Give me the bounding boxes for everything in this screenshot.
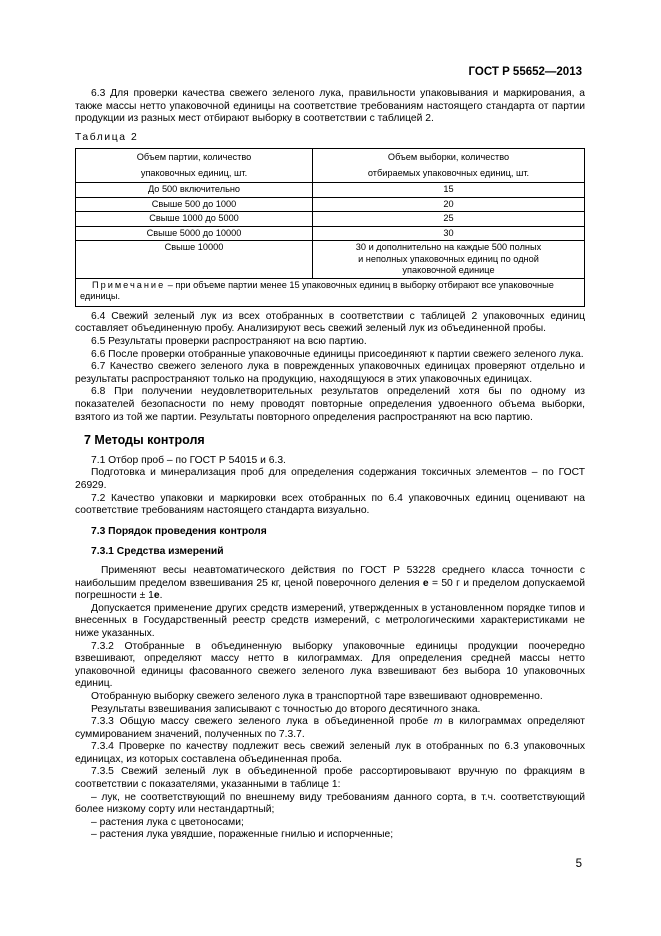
table-cell-lot: Свыше 1000 до 5000 [76,212,313,227]
table-cell-sample: 30 [313,226,585,241]
table-note [76,278,585,306]
table-header-sample [313,149,585,183]
paragraph-6-5: 6.5 Результаты проверки распространяют на всю партию. [91,336,367,348]
table-note-row [76,278,585,306]
table-header-sample-line2: отбираемых упаковочных единиц, шт. [367,167,530,178]
table-note-text: – при объеме партии менее 15 упаковочных единиц в выборку отбирают все упаковочные единицы. [80,279,554,302]
paragraph-7-3-2-results: Результаты взвешивания записывают с точностью до второго десятичного знака. [91,703,481,715]
paragraph-6-8: 6.8 При получении неудовлетворительных результатов определений хотя бы по одному из показателей безопасности по нему проводят повторные определения удвоенного объема выборки, взятого из той же партии. Результаты повторного определения распространяют на всю партию. [75,386,585,423]
document-body [75,88,585,842]
table-cell-lot: Свыше 5000 до 10000 [76,226,313,241]
text-span: в килограммах определяют суммированием значений, полученных по 7.3.7. [75,716,586,740]
paragraph-7-3-2: 7.3.2 Отобранные в объединенную выборку упаковочные единицы продукции поочередно взвешивают, определяют массу нетто в килограммах. Для определения средней массы нетто упаковочной единицы фасованного свежего зеленого лука взвешивают без выбора 10 упаковочных единиц. [75,640,585,690]
list-item: – лук, не соответствующий по внешнему виду требованиям данного сорта, в т.ч. соответствующий более низкому сорту или нестандартный; [75,791,585,816]
table-row [76,226,585,241]
table-header-lot-line1: Объем партии, количество [136,152,252,163]
table-cell-sample: 25 [313,212,585,227]
subsection-7-3-title: 7.3 Порядок проведения контроля [91,525,267,537]
text-span: . [159,590,163,602]
table-note-label: Примечание [92,279,166,290]
table-caption: Таблица 2 [75,131,139,143]
table-row [76,197,585,212]
paragraph-7-3-1-scales [75,565,585,603]
table-header-lot-line2: упаковочных единиц, шт. [140,167,248,178]
table-cell-sample: 15 [313,183,585,198]
paragraph-6-7: 6.7 Качество свежего зеленого лука в поврежденных упаковочных единицах проверяют отдельно и результаты распространяют только на продукцию, находящуюся в этих упаковочных единицах. [75,361,585,385]
paragraph-7-3-4: 7.3.4 Проверке по качеству подлежит весь свежий зеленый лук в отобранных по 6.3 упаковочных единицах, из которых составлена объединенная проба. [75,741,585,765]
document-header: ГОСТ Р 55652—2013 [468,66,582,78]
paragraph-7-3-3 [75,716,585,741]
table-cell-lot: До 500 включительно [76,183,313,198]
paragraph-7-1: 7.1 Отбор проб – по ГОСТ Р 54015 и 6.3. [91,454,286,466]
paragraph-7-3-2-transport: Отобранную выборку свежего зеленого лука в транспортной таре взвешивают одновременно. [91,690,543,702]
text-span: 7.3.3 Общую массу свежего зеленого лука в объединенной пробе [91,716,434,728]
table-row [76,241,585,279]
paragraph-6-3: 6.3 Для проверки качества свежего зеленого лука, правильности упаковывания и маркирования, а также массы нетто упаковочной единицы на соответствие требованиям настоящего стандарта от партии продукции из разных мест отбирают выборку в соответствии с таблицей 2. [75,88,585,125]
paragraph-7-2: 7.2 Качество упаковки и маркировки всех отобранных по 6.4 упаковочных единиц оценивают на соответствие требованиям настоящего стандарта визуально. [75,492,585,517]
symbol-e: e [153,590,160,602]
table-row [76,212,585,227]
paragraph-7-3-5: 7.3.5 Свежий зеленый лук в объединенной пробе рассортировывают вручную по фракциям в соответствии с показателями, указанными в таблице 1: [75,766,585,791]
table-cell-sample: 30 и дополнительно на каждые 500 полных и неполных упаковочных единиц по одной упаковочной единице [313,241,585,279]
paragraph-7-1-prep: Подготовка и минерализация проб для определения содержания токсичных элементов – по ГОСТ 26929. [75,467,585,491]
table-header-row [76,149,585,183]
text-span: = 50 г и пределом допускаемой погрешности ± 1 [75,577,585,602]
text-span: Применяют весы неавтоматического действия по ГОСТ Р 53228 среднего класса точности с наибольшим пределом взвешивания 25 кг, ценой поверочного деления [75,564,585,589]
paragraph-6-6: 6.6 После проверки отобранные упаковочные единицы присоединяют к партии свежего зеленого лука. [91,348,584,360]
paragraph-6-4: 6.4 Свежий зеленый лук из всех отобранных в соответствии с таблицей 2 упаковочных единиц составляет объединенную пробу. Анализируют весь свежий зеленый лук из объединенной пробы. [75,310,585,335]
section-7-title: 7 Методы контроля [84,433,205,448]
page-number: 5 [575,858,582,870]
symbol-m: m [433,716,443,728]
table-2 [75,148,585,307]
table-cell-sample: 20 [313,197,585,212]
table-row [76,183,585,198]
table-cell-lot: Свыше 500 до 1000 [76,197,313,212]
table-header-lot [76,149,313,183]
table-header-sample-line1: Объем выборки, количество [387,152,510,163]
list-item: – растения лука с цветоносами; [91,816,244,828]
paragraph-7-3-1-other: Допускается применение других средств измерений, утвержденных в установленном порядке типов и внесенных в Государственный реестр средств измерений, с метрологическими характеристиками не ниже указанных. [75,602,585,639]
table-cell-lot: Свыше 10000 [76,241,313,279]
list-item: – растения лука увядшие, пораженные гнилью и испорченные; [91,829,394,841]
subsection-7-3-1-title: 7.3.1 Средства измерений [91,546,224,558]
symbol-e: e [422,577,429,589]
